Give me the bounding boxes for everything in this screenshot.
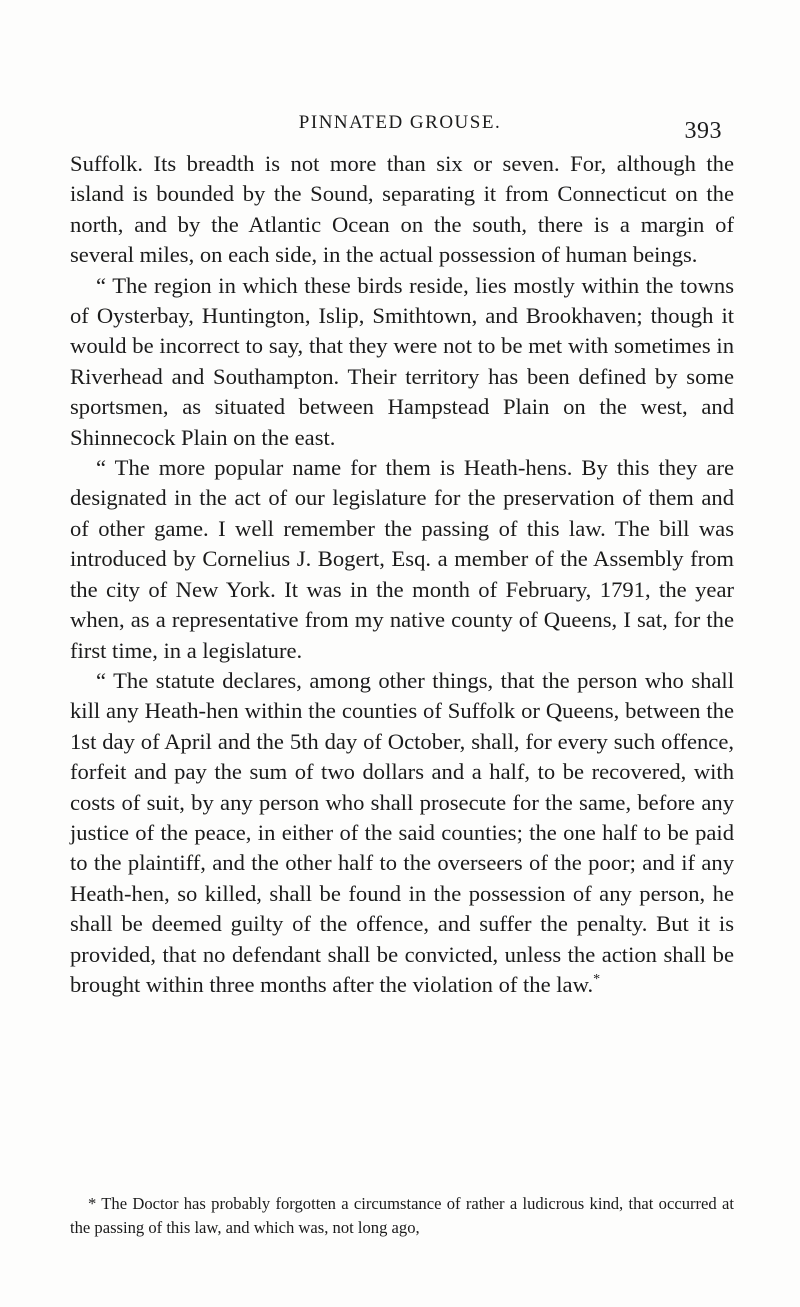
footnote-reference: *: [593, 971, 601, 987]
paragraph-2: “ The region in which these birds reside, lies mostly within the towns of Oysterbay, Huntington, Islip, Smithtown, and Brookhaven; though it would be incorrect to say, that they were not to be met with sometimes in Riverhead and Southampton. Their territory has been defined by some sportsmen, as situated between Hampstead Plain on the west, and Shinnecock Plain on the east.: [70, 272, 734, 450]
running-head: [0, 112, 800, 142]
paragraph-3: “ The more popular name for them is Heath-hens. By this they are designated in the act of our legislature for the preservation of them and of other game. I well remember the passing of this law. The bill was introduced by Cornelius J. Bogert, Esq. a member of the Assembly from the city of New York. It was in the month of February, 1791, the year when, as a representative from my native county of Queens, I sat, for the first time, in a legislature.: [70, 455, 734, 663]
footnote-marker: *: [88, 1194, 97, 1213]
footnote-text: The Doctor has probably forgotten a circumstance of rather a ludicrous kind, that occurred at the passing of this law, and which was, not long ago,: [70, 1194, 734, 1237]
body-text: [70, 149, 734, 1000]
paragraph-4-text: “ The statute declares, among other things, that the person who shall kill any Heath-hen within the counties of Suffolk or Queens, between the 1st day of April and the 5th day of October, shall, for every such offence, forfeit and pay the sum of two dollars and a half, to be recovered, with costs of suit, by any person who shall prosecute for the same, before any justice of the peace, in either of the said counties; the one half to be paid to the plaintiff, and the other half to the overseers of the poor; and if any Heath-hen, so killed, shall be found in the possession of any person, he shall be deemed guilty of the offence, and suffer the penalty. But it is provided, that no defendant shall be convicted, unless the action shall be brought within three months after the violation of the law.: [70, 667, 734, 997]
running-title: PINNATED GROUSE.: [298, 112, 502, 133]
footnote-paragraph: [70, 1192, 734, 1240]
page-number: 393: [684, 118, 722, 144]
paragraph-1: Suffolk. Its breadth is not more than six or seven. For, although the island is bounded by the Sound, separating it from Connecticut on the north, and by the Atlantic Ocean on the south, there is a margin of several miles, on each side, in the actual possession of human beings.: [70, 151, 734, 268]
paragraph-4: [70, 666, 734, 1000]
footnote: [70, 1192, 734, 1240]
